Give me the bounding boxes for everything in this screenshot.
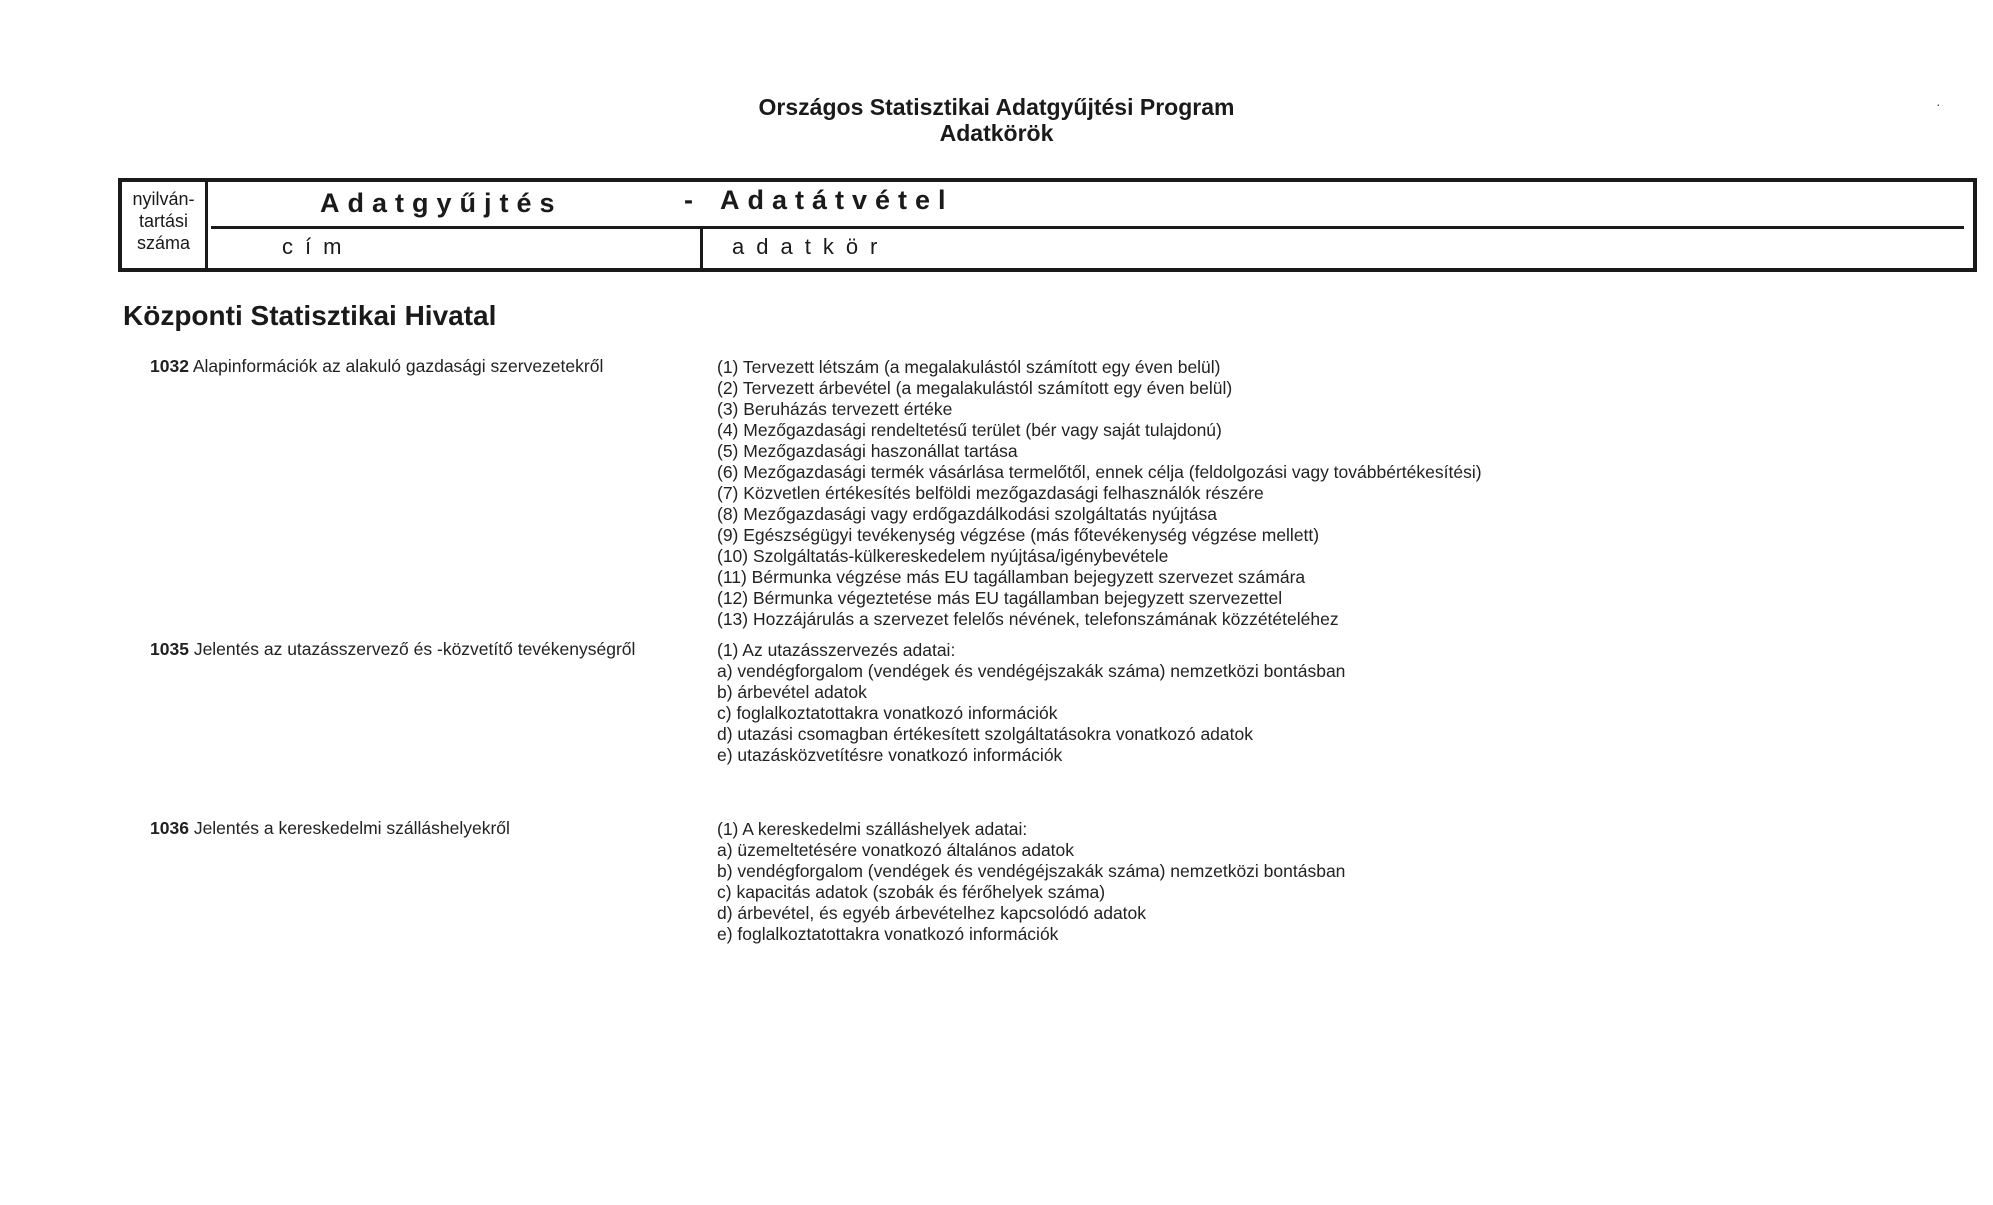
list-item: (1) Tervezett létszám (a megalakulástól számított egy éven belül) — [717, 357, 1221, 377]
title-line-2: Adatkörök — [939, 120, 1054, 146]
list-item: (1) Az utazásszervezés adatai: — [717, 640, 956, 660]
list-item: (10) Szolgáltatás-külkereskedelem nyújtása/igénybevétele — [717, 546, 1169, 566]
list-item: (1) A kereskedelmi szálláshelyek adatai: — [717, 819, 1028, 839]
list-item: c) foglalkoztatottakra vonatkozó információk — [717, 703, 1058, 723]
registry-label-line-1: nyilván- — [132, 189, 195, 209]
entry-code: 1035 — [150, 639, 189, 659]
list-item: (5) Mezőgazdasági haszonállat tartása — [717, 441, 1018, 461]
corner-mark: · — [1936, 96, 1941, 112]
list-item: e) utazásközvetítésre vonatkozó információk — [717, 745, 1063, 765]
title-line-1: Országos Statisztikai Adatgyűjtési Program — [758, 94, 1235, 120]
list-item: d) árbevétel, és egyéb árbevételhez kapcsolódó adatok — [717, 903, 1147, 923]
entry-title: Alapinformációk az alakuló gazdasági szervezetekről — [192, 356, 604, 376]
list-item: (11) Bérmunka végzése más EU tagállamban bejegyzett szervezet számára — [717, 567, 1306, 587]
entry-code: 1032 — [150, 356, 189, 376]
header-cim: cím — [282, 234, 354, 259]
registry-label-line-3: száma — [136, 233, 190, 253]
list-item: (4) Mezőgazdasági rendeltetésű terület (bér vagy saját tulajdonú) — [717, 420, 1222, 440]
entry-code: 1036 — [150, 818, 189, 838]
entry-items-1036 — [717, 819, 1957, 945]
header-adatgyujtes: Adatgyűjtés — [320, 188, 563, 218]
document-title — [0, 94, 1993, 146]
list-item: b) árbevétel adatok — [717, 682, 867, 702]
entry-title-1032 — [150, 356, 690, 377]
entry-title-1036 — [150, 818, 690, 839]
list-item: a) vendégforgalom (vendégek és vendégéjszakák száma) nemzetközi bontásban — [717, 661, 1346, 681]
registry-label-line-2: tartási — [138, 211, 189, 231]
list-item: (8) Mezőgazdasági vagy erdőgazdálkodási szolgáltatás nyújtása — [717, 504, 1218, 524]
entry-title-1035 — [150, 639, 690, 660]
list-item: (2) Tervezett árbevétel (a megalakulástól számított egy éven belül) — [717, 378, 1233, 398]
list-item: (9) Egészségügyi tevékenység végzése (más főtevékenység végzése mellett) — [717, 525, 1320, 545]
list-item: d) utazási csomagban értékesített szolgáltatásokra vonatkozó adatok — [717, 724, 1253, 744]
header-adatatvetel: Adatátvétel — [720, 185, 954, 215]
list-item: (12) Bérmunka végeztetése más EU tagállamban bejegyzett szervezettel — [717, 588, 1283, 608]
list-item: (3) Beruházás tervezett értéke — [717, 399, 953, 419]
list-item: (7) Közvetlen értékesítés belföldi mezőgazdasági felhasználók részére — [717, 483, 1264, 503]
registry-number-label — [122, 182, 208, 268]
header-dash: - — [684, 185, 701, 215]
column-header-box — [118, 178, 1977, 272]
list-item: (13) Hozzájárulás a szervezet felelős névének, telefonszámának közzétételéhez — [717, 609, 1339, 629]
organization-heading: Központi Statisztikai Hivatal — [123, 300, 497, 331]
entry-title: Jelentés a kereskedelmi szálláshelyekről — [193, 818, 510, 838]
entry-items-1035 — [717, 640, 1957, 766]
header-divider-vertical — [700, 228, 703, 268]
list-item: a) üzemeltetésére vonatkozó általános adatok — [717, 840, 1075, 860]
header-divider-horizontal — [211, 226, 1964, 229]
header-adatkor: adatkör — [732, 234, 890, 259]
entry-items-1032 — [717, 357, 1957, 630]
entry-title: Jelentés az utazásszervező és -közvetítő tevékenységről — [193, 639, 636, 659]
list-item: e) foglalkoztatottakra vonatkozó információk — [717, 924, 1059, 944]
list-item: c) kapacitás adatok (szobák és férőhelyek száma) — [717, 882, 1106, 902]
list-item: (6) Mezőgazdasági termék vásárlása termelőtől, ennek célja (feldolgozási vagy továbbértékesítési) — [717, 462, 1482, 482]
list-item: b) vendégforgalom (vendégek és vendégéjszakák száma) nemzetközi bontásban — [717, 861, 1346, 881]
